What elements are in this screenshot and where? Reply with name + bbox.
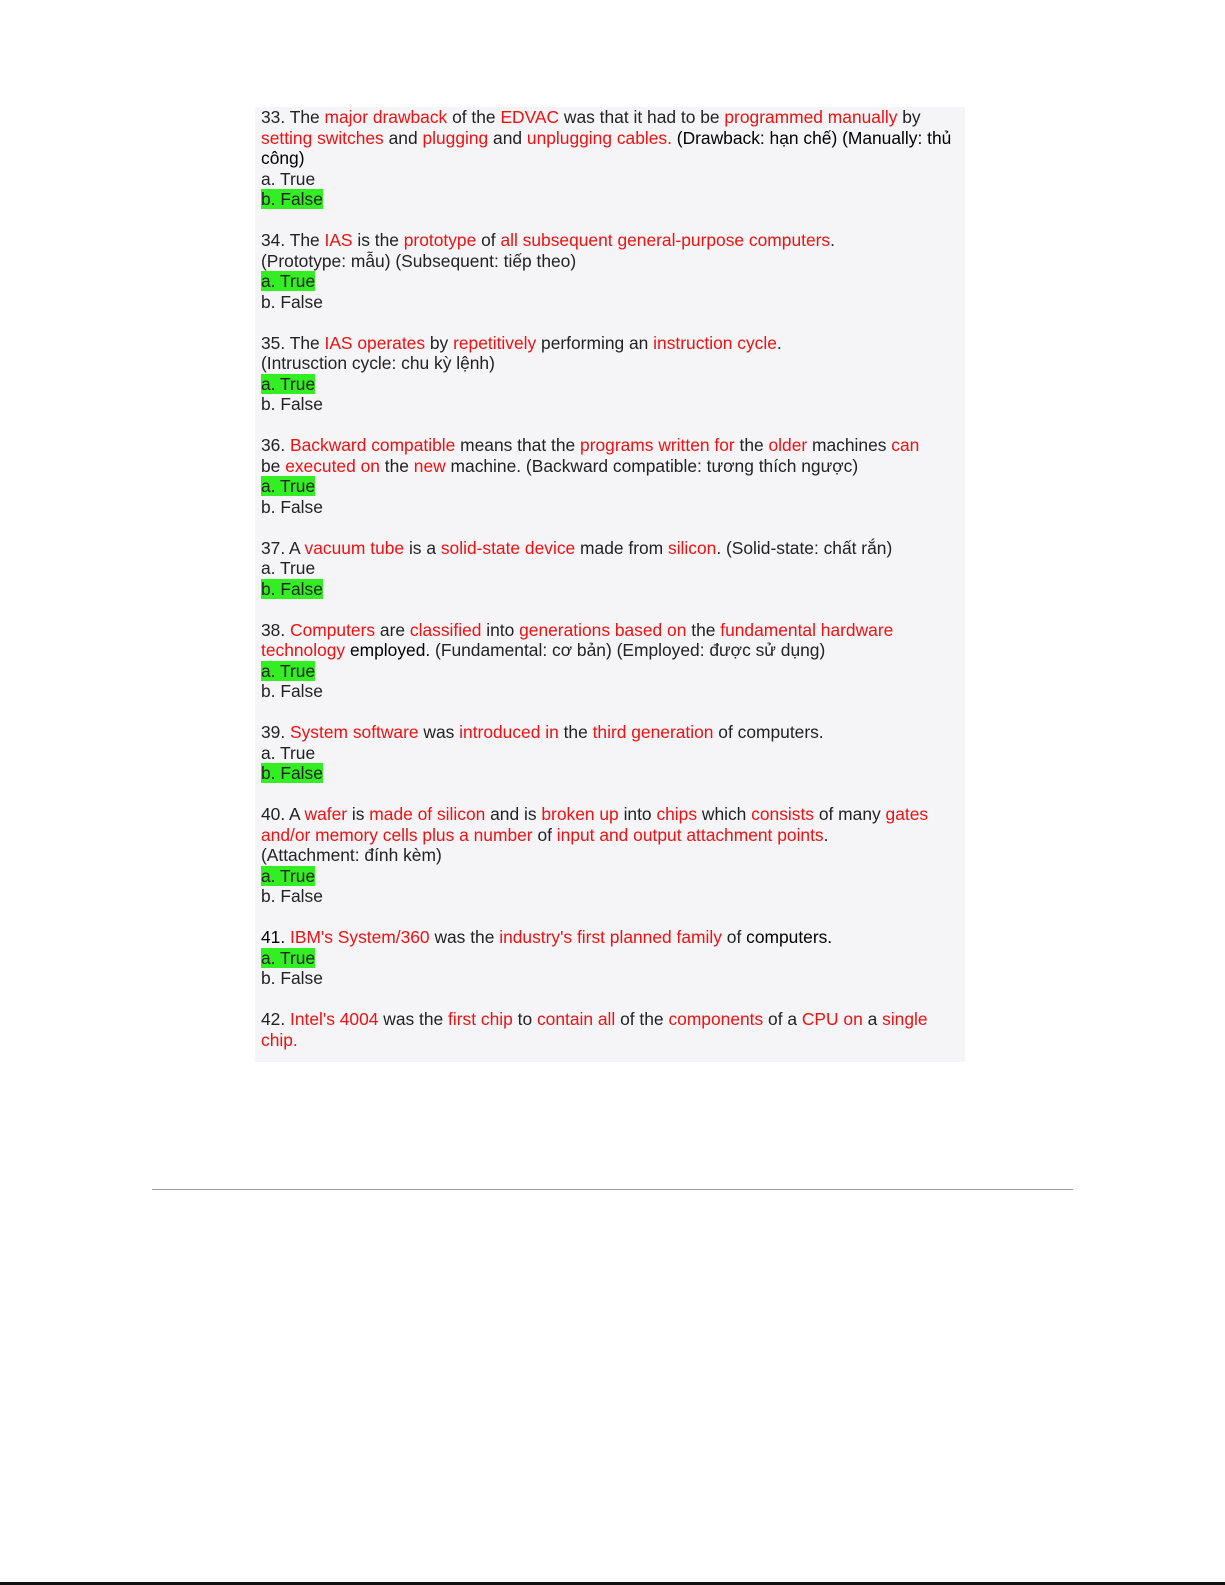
question-text-segment: . (823, 824, 829, 845)
question-text-segment: is the (352, 230, 404, 250)
question-text-segment: a (862, 1009, 883, 1029)
highlighted-term: prototype (403, 230, 477, 250)
question-text (261, 538, 961, 559)
question-text (261, 230, 961, 271)
answer-option-label: a. True (261, 476, 316, 496)
question-text-segment: 35. The (261, 332, 325, 353)
highlighted-term: programs written for (580, 435, 735, 455)
highlighted-term: classified (409, 619, 482, 640)
question-text (261, 435, 961, 476)
question-text-segment: is (347, 804, 370, 824)
highlighted-term: contain all (536, 1009, 616, 1029)
highlighted-term: first chip (448, 1009, 513, 1029)
question-text-segment: machines (807, 435, 892, 455)
answer-option-label: a. True (261, 742, 316, 763)
question-text-segment: 37. A (261, 537, 305, 558)
answer-option-correct (261, 579, 961, 600)
highlighted-term: single (882, 1009, 928, 1029)
answer-option-correct (261, 866, 961, 887)
answer-option (261, 681, 961, 702)
highlighted-term: instruction cycle (653, 332, 777, 353)
question-text-segment: 33. The (261, 107, 325, 127)
answer-option-correct (261, 189, 961, 210)
highlighted-term: third generation (592, 722, 714, 742)
question-text-segment: and (383, 127, 423, 148)
question-text-segment: 41. (261, 927, 291, 947)
answer-option-label: a. True (261, 168, 316, 189)
answer-option-label: b. False (261, 189, 323, 209)
highlighted-term: setting switches (261, 127, 384, 148)
question-text-segment: be (261, 455, 286, 476)
answer-option-correct (261, 661, 961, 682)
highlighted-term: silicon (668, 537, 717, 558)
question-text-segment: (Prototype: mẫu) (Subsequent: tiếp theo) (261, 250, 577, 271)
highlighted-term: and/or memory cells plus a number (261, 824, 533, 845)
question-item (261, 538, 961, 600)
highlighted-term: IAS (324, 230, 353, 250)
question-text (261, 333, 961, 374)
question-text-segment: (Intrusction cycle: chu kỳ lệnh) (261, 353, 495, 373)
highlighted-term: System software (290, 722, 419, 742)
question-text-segment: employed. (345, 640, 431, 660)
question-text (261, 107, 961, 169)
answer-option-label: b. False (261, 763, 323, 783)
question-text-segment: of many (814, 804, 886, 824)
question-text-segment: 38. (261, 619, 291, 640)
highlighted-term: introduced in (459, 722, 559, 742)
question-item (261, 230, 961, 312)
answer-option-label: b. False (261, 886, 323, 906)
question-text-segment: by (425, 332, 454, 353)
question-text (261, 927, 961, 948)
question-text-segment: of computers. (713, 722, 824, 742)
question-text-segment: was that it had to be (559, 107, 725, 127)
answer-option (261, 743, 961, 764)
answer-option (261, 886, 961, 907)
highlighted-term: chip. (261, 1029, 298, 1050)
question-text-segment: the (379, 455, 414, 476)
question-text-segment: made from (575, 537, 668, 558)
question-text-segment: of (476, 230, 501, 250)
question-item (261, 722, 961, 784)
question-text-segment: which (697, 804, 752, 824)
highlighted-term: can (891, 435, 920, 455)
highlighted-term: wafer (304, 804, 348, 824)
highlighted-term: all subsequent general-purpose computers (500, 230, 831, 250)
answer-option-label: b. False (261, 578, 323, 599)
answer-option-label: a. True (261, 558, 316, 578)
highlighted-term: industry's first planned family (499, 927, 722, 947)
highlighted-term: Backward compatible (290, 435, 456, 455)
highlighted-term: consists (751, 804, 814, 824)
question-text-segment: was the (378, 1009, 449, 1029)
question-text-segment: of the (447, 107, 501, 127)
highlighted-term: input and output attachment points (556, 824, 824, 845)
answer-option-label: b. False (261, 681, 323, 701)
question-text-segment: and (488, 127, 527, 148)
page-divider (152, 1189, 1073, 1190)
question-text-segment: means that the (455, 435, 581, 455)
question-text-segment: are (375, 619, 410, 640)
highlighted-term: components (668, 1009, 764, 1029)
highlighted-term: programmed manually (724, 107, 898, 127)
question-text-segment: into (481, 619, 520, 640)
highlighted-term: Computers (290, 619, 376, 640)
question-text-segment: and is (485, 804, 542, 824)
question-text-segment: 34. The (261, 230, 325, 250)
highlighted-term: older (768, 435, 808, 455)
answer-option (261, 292, 961, 313)
highlighted-term: gates (885, 804, 929, 824)
question-item (261, 804, 961, 907)
highlighted-term: vacuum tube (304, 537, 405, 558)
question-text-segment: 40. A (261, 804, 305, 824)
highlighted-term: IBM's System/360 (290, 927, 430, 947)
question-text-segment: computers. (746, 927, 833, 947)
question-item (261, 107, 961, 210)
answer-option-correct (261, 476, 961, 497)
answer-option-label: b. False (261, 394, 323, 414)
answer-option (261, 497, 961, 518)
answer-option-label: a. True (261, 660, 316, 681)
question-text-segment: . (830, 230, 835, 250)
highlighted-term: broken up (541, 804, 619, 824)
question-item (261, 333, 961, 415)
question-text-segment: to (512, 1009, 537, 1029)
question-text-segment: the (558, 722, 593, 742)
question-item (261, 1009, 961, 1050)
highlighted-term: Intel's 4004 (290, 1009, 379, 1029)
answer-option (261, 558, 961, 579)
question-text (261, 1009, 961, 1050)
highlighted-term: chips (656, 804, 698, 824)
question-item (261, 927, 961, 989)
answer-option-label: b. False (261, 496, 323, 517)
answer-option-correct (261, 271, 961, 292)
question-text-segment: the (734, 435, 769, 455)
answer-option-label: a. True (261, 373, 316, 394)
answer-option-correct (261, 948, 961, 969)
highlighted-term: fundamental hardware (720, 619, 894, 640)
question-text-segment: 39. (261, 722, 291, 742)
question-text-segment: . (776, 332, 782, 353)
highlighted-term: plugging (422, 127, 489, 148)
quiz-question-list (261, 107, 961, 1071)
question-text-segment: by (897, 107, 921, 127)
highlighted-term: major drawback (324, 107, 448, 127)
question-text-segment: the (686, 619, 721, 640)
answer-option-correct (261, 374, 961, 395)
question-text (261, 722, 961, 743)
highlighted-term: generations based on (519, 619, 687, 640)
highlighted-term: made of silicon (369, 804, 486, 824)
question-text-segment: into (618, 804, 657, 824)
answer-option-label: b. False (261, 291, 323, 312)
answer-option-label: a. True (261, 947, 316, 968)
question-text (261, 804, 961, 866)
question-text-segment: was (418, 722, 460, 742)
question-text-segment: of a (763, 1009, 802, 1029)
question-text-segment: is a (404, 537, 441, 558)
question-text-segment: 36. (261, 435, 291, 455)
question-text-segment: of (721, 927, 747, 947)
highlighted-term: solid-state device (440, 537, 576, 558)
answer-option-label: a. True (261, 271, 316, 291)
question-text-segment: (Fundamental: cơ bản) (Employed: được sử dụng) (430, 640, 826, 660)
question-item (261, 435, 961, 517)
highlighted-term: CPU on (801, 1009, 863, 1029)
question-text-segment: of (532, 824, 557, 845)
question-text-segment: was the (429, 927, 500, 947)
question-text-segment: (Drawback: hạn chế) (Manually: thủ công) (261, 127, 952, 168)
highlighted-term: new (413, 455, 446, 476)
highlighted-term: executed on (285, 455, 380, 476)
highlighted-term: unplugging cables. (526, 127, 672, 148)
answer-option-correct (261, 763, 961, 784)
highlighted-term: EDVAC (500, 107, 560, 127)
question-text-segment: 42. (261, 1009, 291, 1029)
highlighted-term: IAS operates (324, 332, 426, 353)
answer-option (261, 968, 961, 989)
question-text-segment: performing an (536, 332, 654, 353)
highlighted-term: technology (261, 640, 346, 660)
question-text-segment: of the (615, 1009, 669, 1029)
answer-option (261, 169, 961, 190)
answer-option-label: a. True (261, 865, 316, 886)
question-text (261, 620, 961, 661)
answer-option-label: b. False (261, 968, 323, 988)
answer-option (261, 394, 961, 415)
highlighted-term: repetitively (453, 332, 537, 353)
question-text-segment: . (Solid-state: chất rắn) (716, 537, 893, 558)
question-text-segment: machine. (Backward compatible: tương thích ngược) (445, 455, 859, 476)
question-item (261, 620, 961, 702)
question-text-segment: (Attachment: đính kèm) (261, 845, 442, 865)
